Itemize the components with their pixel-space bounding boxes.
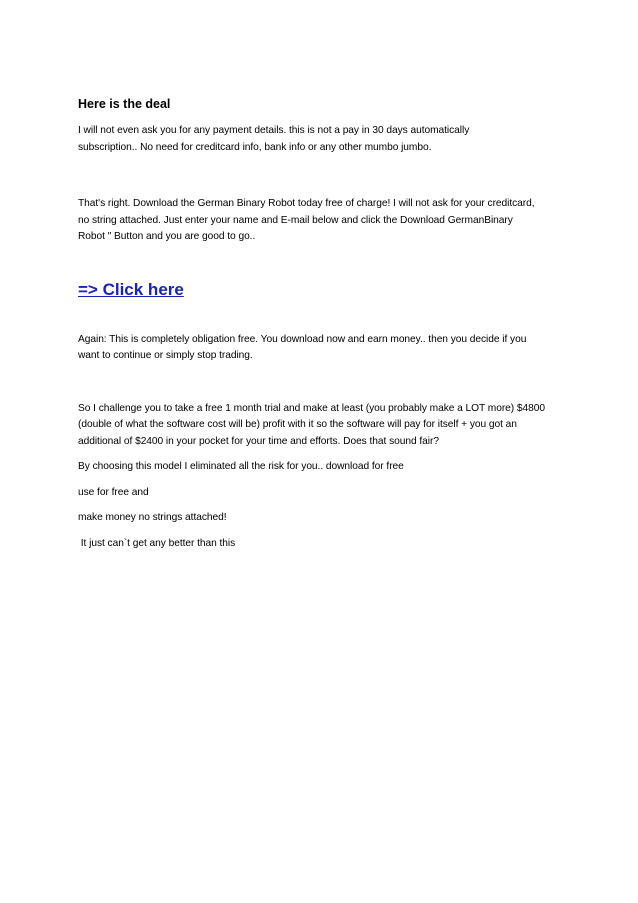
paragraph-no-risk: By choosing this model I eliminated all the risk for you.. download for free bbox=[78, 461, 404, 472]
paragraph-download-free: That's right. Download the German Binary Robot today free of charge! I will not ask for your creditcard, no string attached. Just enter your name and E-mail below and click the Download GermanBinary Robot " Button and you are good to go.. bbox=[78, 198, 535, 242]
click-here-link[interactable]: => Click here bbox=[78, 279, 184, 299]
heading: Here is the deal bbox=[78, 97, 171, 111]
paragraph-make-money: make money no strings attached! bbox=[78, 512, 227, 523]
paragraph-use-free: use for free and bbox=[78, 486, 149, 498]
paragraph-better: It just can`t get any better than this bbox=[78, 537, 236, 549]
document-body bbox=[78, 96, 560, 552]
paragraph-payment-details: I will not even ask you for any payment details. this is not a pay in 30 days automatically subscription.. No need for creditcard info, bank info or any other mumbo jumbo. bbox=[78, 125, 470, 153]
paragraph-obligation-free: Again: This is completely obligation free. You download now and earn money.. then you decide if you want to continue or simply stop trading. bbox=[78, 333, 527, 361]
paragraph-challenge: So I challenge you to take a free 1 month trial and make at least (you probably make a LOT more) $4800 (double of what the software cost will be) profit with it so the software will pay for itself + you got an additional of $2400 in your pocket for your time and efforts. Does that sound fair? bbox=[78, 402, 545, 447]
link-block bbox=[78, 279, 560, 301]
